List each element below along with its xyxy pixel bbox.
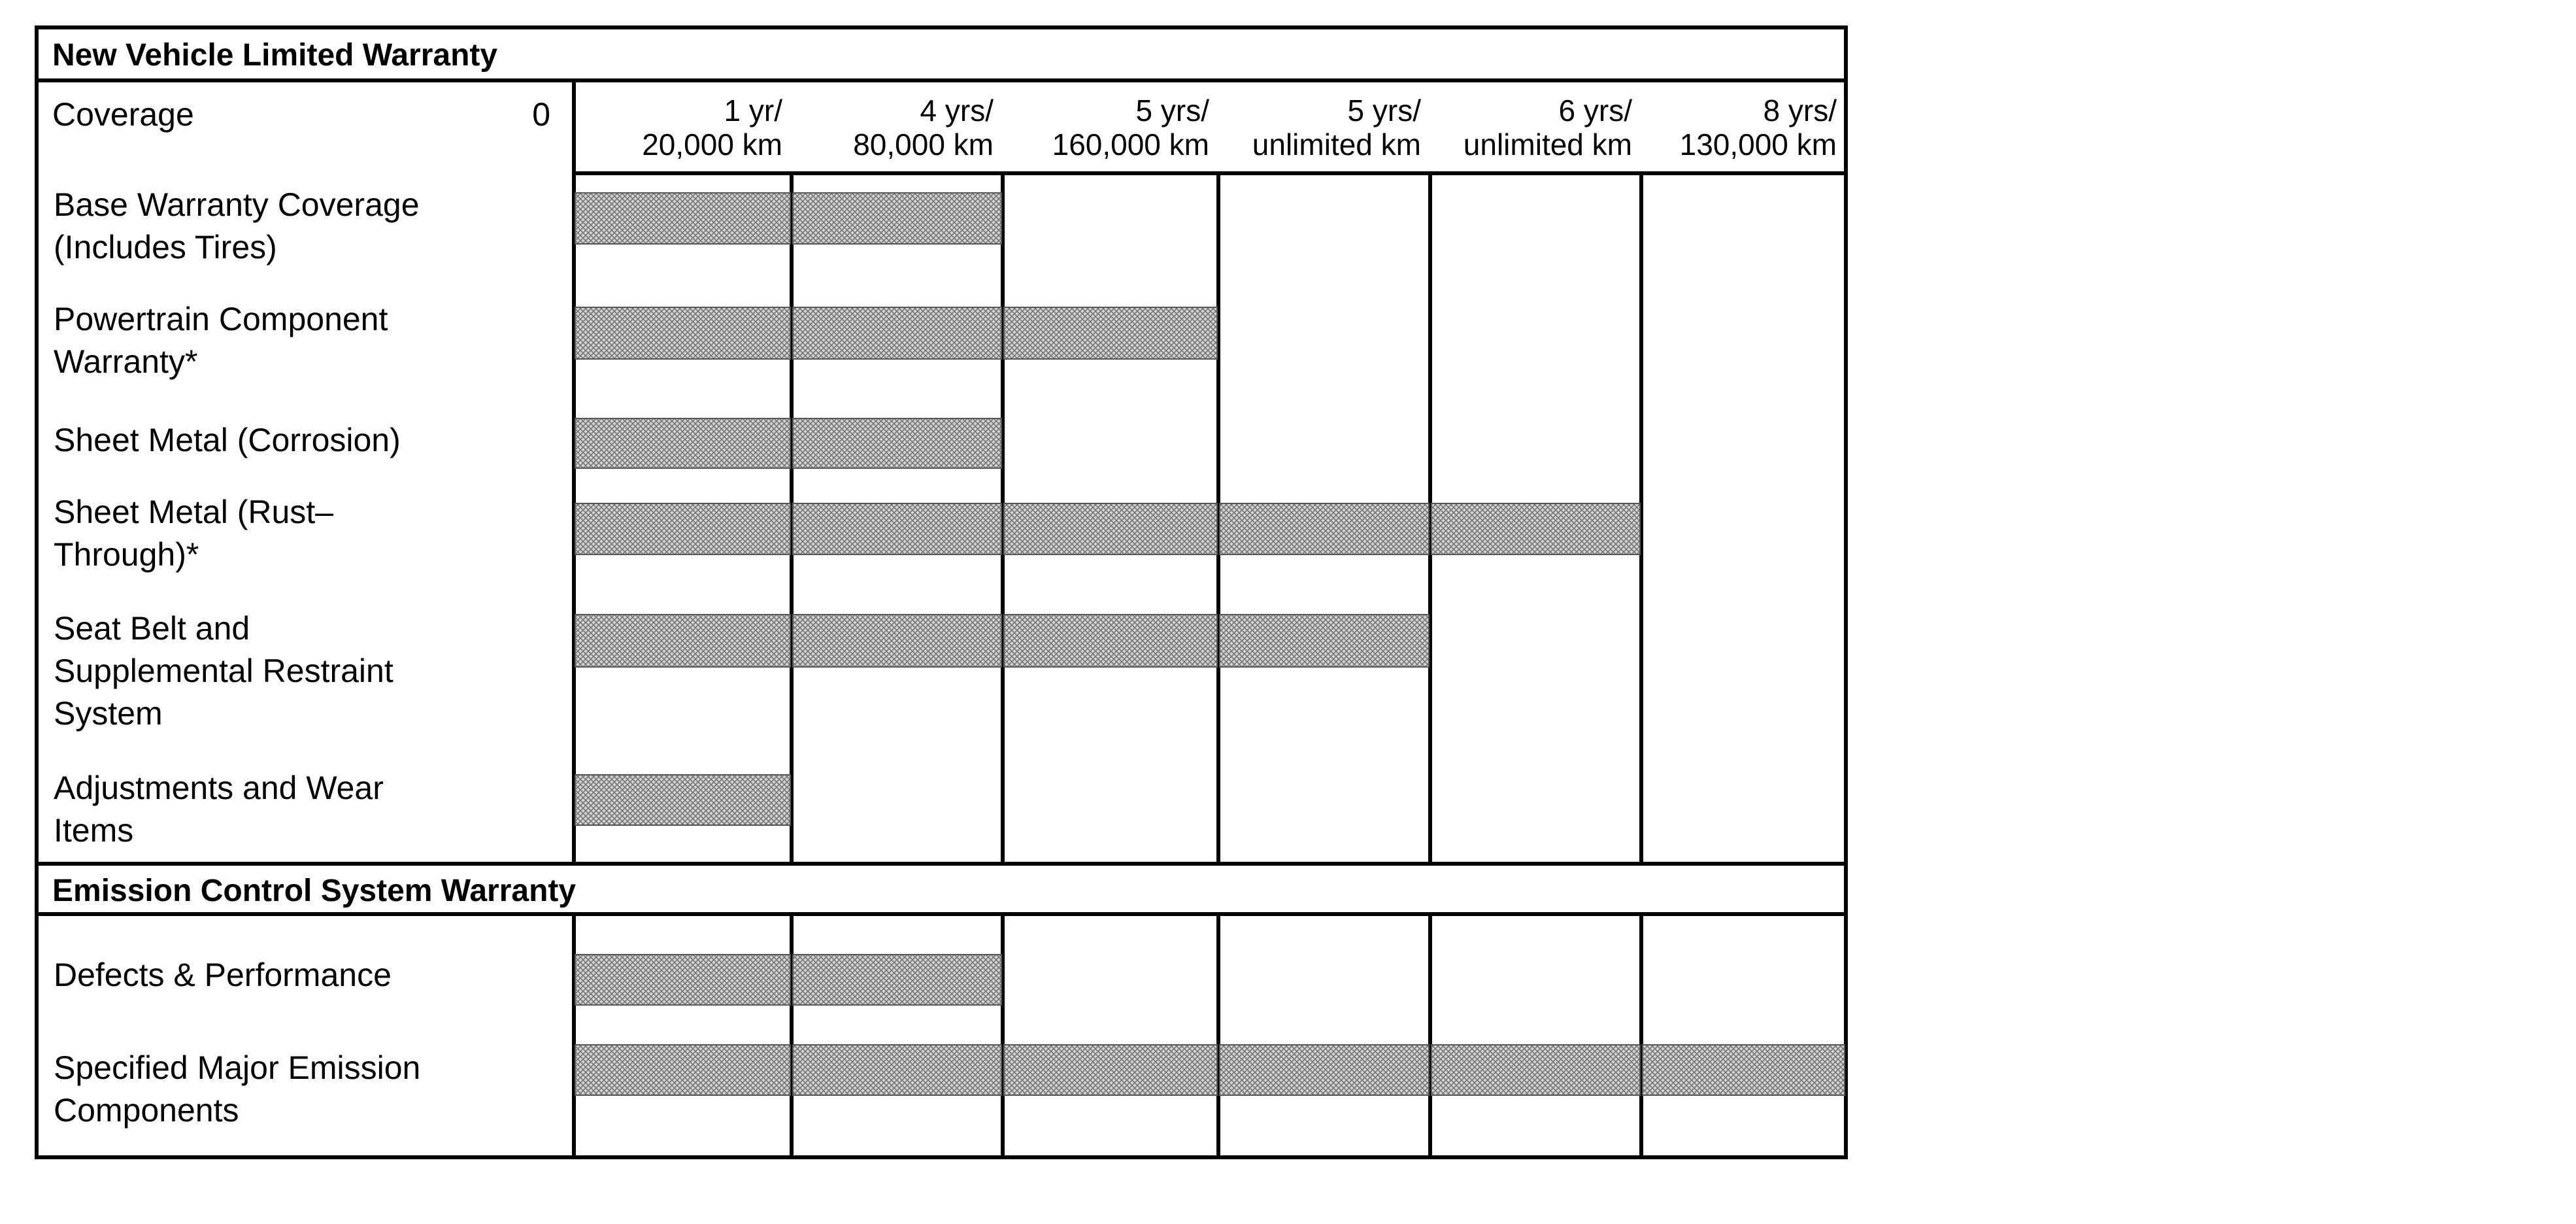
section2-row-label-2-line2: Components	[54, 1092, 239, 1129]
section1-row-label-3-line1: Sheet Metal (Corrosion)	[54, 422, 401, 458]
section2-coverage-bar-row2-col4	[1220, 1045, 1429, 1095]
section2-row-label-2-line1: Specified Major Emission	[54, 1049, 421, 1086]
section2-coverage-bar-row2-col1	[575, 1045, 790, 1095]
section1-row-label-1-line1: Base Warranty Coverage	[54, 186, 420, 223]
section1-coverage-bar-row4-col4	[1220, 503, 1429, 554]
column-header-1-line1: 1 yr/	[724, 94, 782, 128]
section1-coverage-bar-row3-col2	[793, 418, 1001, 468]
coverage-label: Coverage	[52, 96, 194, 133]
column-header-6-line1: 8 yrs/	[1763, 94, 1837, 128]
section2-row-label-1-line1: Defects & Performance	[54, 957, 392, 993]
section1-row-label-4-line1: Sheet Metal (Rust–	[54, 494, 333, 530]
section1-row-label-5-line2: Supplemental Restraint	[54, 653, 393, 689]
section1-row-label-4-line2: Through)*	[54, 536, 199, 573]
column-header-2-line2: 80,000 km	[853, 128, 994, 162]
section1-coverage-bar-row4-col1	[575, 503, 790, 554]
column-header-6-line2: 130,000 km	[1679, 128, 1837, 162]
section1-coverage-bar-row6-col1	[575, 775, 790, 825]
section2-coverage-bar-row2-col2	[793, 1045, 1001, 1095]
section1-coverage-bar-row2-col1	[575, 307, 790, 359]
column-header-5-line1: 6 yrs/	[1558, 94, 1632, 128]
column-header-3-line1: 5 yrs/	[1135, 94, 1209, 128]
section1-coverage-bar-row1-col1	[575, 193, 790, 244]
section1-coverage-bar-row5-col3	[1004, 615, 1217, 667]
section1-row-label-5-line1: Seat Belt and	[54, 610, 250, 647]
section2-coverage-bar-row1-col1	[575, 955, 790, 1005]
section1-row-label-2-line2: Warranty*	[54, 343, 198, 380]
section2-coverage-bar-row2-col6	[1643, 1045, 1845, 1095]
column-header-4-line1: 5 yrs/	[1347, 94, 1421, 128]
section1-row-label-1-line2: (Includes Tires)	[54, 229, 277, 265]
column-header-3-line2: 160,000 km	[1052, 128, 1209, 162]
section1-coverage-bar-row3-col1	[575, 418, 790, 468]
section1-coverage-bar-row2-col2	[793, 307, 1001, 359]
section1-row-label-6-line1: Adjustments and Wear	[54, 770, 384, 806]
section1-coverage-bar-row4-col3	[1004, 503, 1217, 554]
coverage-bars	[575, 193, 1845, 1095]
section2-coverage-bar-row1-col2	[793, 955, 1001, 1005]
section1-coverage-bar-row5-col1	[575, 615, 790, 667]
section1-row-label-2-line1: Powertrain Component	[54, 301, 388, 337]
section-title-emission: Emission Control System Warranty	[52, 874, 577, 908]
coverage-axis-zero: 0	[532, 96, 550, 133]
section1-coverage-bar-row2-col3	[1004, 307, 1217, 359]
section1-coverage-bar-row4-col5	[1431, 503, 1640, 554]
section1-row-label-6-line2: Items	[54, 812, 134, 849]
section1-coverage-bar-row5-col4	[1220, 615, 1429, 667]
section2-coverage-bar-row2-col5	[1431, 1045, 1640, 1095]
column-header-4-line2: unlimited km	[1252, 128, 1421, 162]
column-header-2-line1: 4 yrs/	[920, 94, 994, 128]
column-header-5-line2: unlimited km	[1463, 128, 1632, 162]
section1-row-label-5-line3: System	[54, 695, 163, 732]
section1-coverage-bar-row1-col2	[793, 193, 1001, 244]
section2-coverage-bar-row2-col3	[1004, 1045, 1217, 1095]
column-header-1-line2: 20,000 km	[642, 128, 782, 162]
section-title-new-vehicle: New Vehicle Limited Warranty	[52, 38, 498, 73]
section1-coverage-bar-row5-col2	[793, 615, 1001, 667]
section1-coverage-bar-row4-col2	[793, 503, 1001, 554]
